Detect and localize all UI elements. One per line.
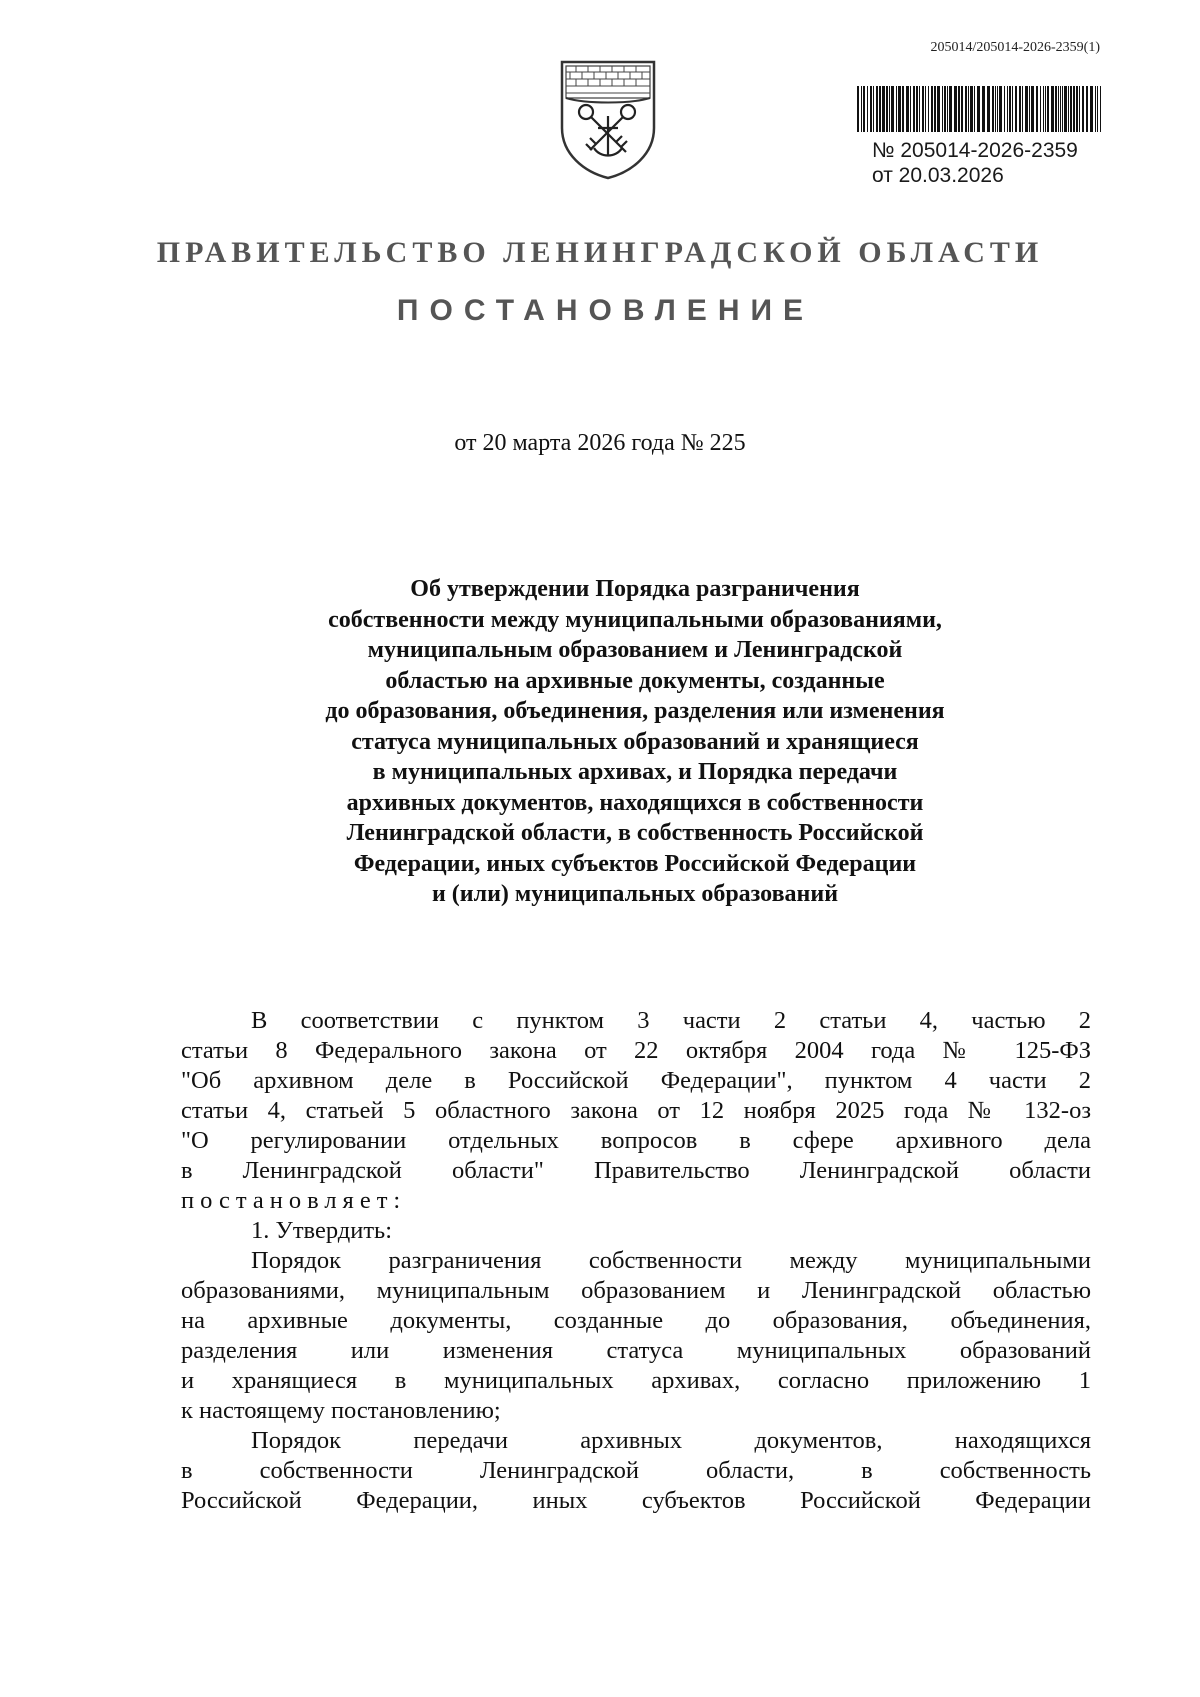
body-line: в собственности Ленинградской области, в собственность <box>181 1457 1091 1484</box>
title-line: до образования, объединения, разделения или изменения <box>325 698 945 724</box>
title-line: и (или) муниципальных образований <box>431 881 839 907</box>
body-line: "О регулировании отдельных вопросов в сфере архивного дела <box>181 1127 1091 1154</box>
item-1-heading: 1. Утвердить: <box>251 1217 393 1244</box>
document-type-heading: ПОСТАНОВЛЕНИЕ <box>396 294 815 327</box>
title-line: муниципальным образованием и Ленинградской <box>367 637 903 663</box>
body-line: и хранящиеся в муниципальных архивах, согласно приложению 1 <box>181 1367 1091 1394</box>
title-line: Федерации, иных субъектов Российской Федерации <box>353 850 917 877</box>
government-heading: ПРАВИТЕЛЬСТВО ЛЕНИНГРАДСКОЙ ОБЛАСТИ <box>156 236 1044 269</box>
barcode-icon <box>855 86 1103 132</box>
body-line: "Об архивном деле в Российской Федерации", пунктом 4 части 2 <box>181 1067 1091 1094</box>
title-line: собственности между муниципальными образованиями, <box>328 606 942 633</box>
body-line: Порядок разграничения собственности между муниципальными <box>251 1247 1091 1274</box>
body-line: В соответствии с пунктом 3 части 2 статьи 4, частью 2 <box>251 1007 1091 1034</box>
body-line: Порядок передачи архивных документов, находящихся <box>251 1427 1091 1454</box>
body-line: статьи 8 Федерального закона от 22 октября 2004 года № 125-ФЗ <box>181 1037 1091 1064</box>
body-line: Российской Федерации, иных субъектов Российской Федерации <box>181 1487 1091 1514</box>
coat-of-arms-icon <box>556 58 660 182</box>
body-line: на архивные документы, созданные до образования, объединения, <box>181 1307 1091 1334</box>
title-line: Об утверждении Порядка разграничения <box>410 576 860 602</box>
body-line: к настоящему постановлению; <box>181 1397 501 1424</box>
title-line: архивных документов, находящихся в собственности <box>346 789 924 816</box>
title-line: Ленинградской области, в собственность Российской <box>346 820 924 846</box>
registration-block <box>872 138 1078 188</box>
body-line: статьи 4, статьей 5 областного закона от 12 ноября 2025 года № 132-оз <box>181 1097 1091 1124</box>
title-line: статуса муниципальных образований и хранящиеся <box>351 728 919 755</box>
registration-date: от 20.03.2026 <box>872 164 1004 187</box>
body-line: образованиями, муниципальным образованием и Ленинградской областью <box>181 1277 1091 1304</box>
body-line: разделения или изменения статуса муниципальных образований <box>181 1337 1091 1364</box>
resolution-date-number: от 20 марта 2026 года № 225 <box>454 430 746 456</box>
body-line: в Ленинградской области" Правительство Ленинградской области <box>181 1157 1091 1184</box>
document-body <box>181 1006 1091 1516</box>
title-line: в муниципальных архивах, и Порядка передачи <box>372 759 898 785</box>
document-reference-id: 205014/205014-2026-2359(1) <box>930 40 1100 55</box>
decree-word: постановляет: <box>181 1187 407 1214</box>
registration-number: № 205014-2026-2359 <box>872 139 1078 162</box>
document-title <box>180 574 1090 910</box>
title-line: областью на архивные документы, созданные <box>385 667 885 694</box>
